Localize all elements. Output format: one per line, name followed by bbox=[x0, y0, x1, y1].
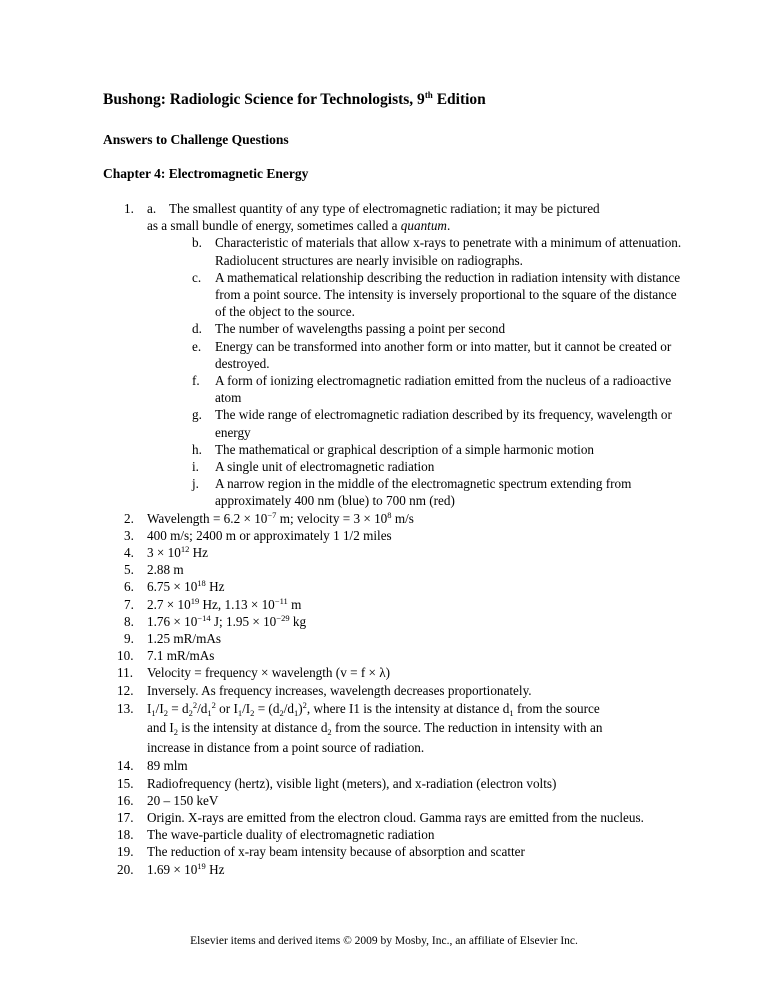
answer-2: 2. Wavelength = $6.2 \times 10^{-7}$ m; velocity = $3 \times 10^8$ m/s bbox=[124, 509, 414, 526]
answer-12: 12. Inversely. As frequency increases, wavelength decreases proportionately. bbox=[117, 682, 532, 698]
answer-1i: i. A single unit of electromagnetic radiation bbox=[192, 459, 435, 475]
answer-10: 10. 7.1 mR/mAs bbox=[117, 648, 215, 664]
answer-14: 14. 89 mlm bbox=[117, 758, 188, 774]
answer-9: 9. 1.25 mR/mAs bbox=[124, 631, 222, 647]
answer-11: 11. Velocity = frequency × wavelength (v = f × λ) bbox=[117, 665, 391, 681]
copyright-footer: Elsevier items and derived items © 2009 by Mosby, Inc., an affiliate of Elsevier Inc. bbox=[190, 935, 578, 947]
answer-1b: b. Characteristic of materials that allow x-rays to penetrate with a minimum of attenuation. Radiolucent structures are nearly invisible on radiographs. bbox=[192, 235, 682, 268]
answer-1g: g. The wide range of electromagnetic radiation described by its frequency, wavelength or energy bbox=[192, 407, 672, 440]
answer-17: 17. Origin. X-rays are emitted from the electron cloud. Gamma rays are emitted from the nucleus. bbox=[117, 810, 644, 825]
answer-7: 7. $2.7 \times 10^{19}$ Hz, $1.13 \times 10^{-11}$ m bbox=[124, 595, 302, 612]
answer-1f: f. A form of ionizing electromagnetic radiation emitted from the nucleus of a radioactive atom bbox=[192, 373, 672, 406]
answer-20: 20. $1.69 \times 10^{19}$ Hz bbox=[117, 860, 225, 877]
answer-18: 18. The wave-particle duality of electromagnetic radiation bbox=[117, 827, 435, 843]
document-title: Bushong: Radiologic Science for Technologists, 9th Edition bbox=[103, 90, 486, 108]
answer-1d: d. The number of wavelengths passing a point per second bbox=[192, 321, 506, 337]
answer-15: 15. Radiofrequency (hertz), visible light (meters), and x-radiation (electron volts) bbox=[117, 775, 557, 791]
answer-13: 13. $I_1/I_2 = d_2^2/d_1^2$ or $I_1/I_2 = (d_2/d_1)^2$, where I1 is the intensity at distance $d_1$ from the source and $I_2$ is the intensity at distance $d_2$ from the source. The reduction in intensity with an increase in distance from a point source of radiation. bbox=[117, 699, 603, 755]
answer-4: 4. $3 \times 10^{12}$ Hz bbox=[124, 544, 208, 561]
answer-1h: h. The mathematical or graphical description of a simple harmonic motion bbox=[192, 441, 595, 457]
answer-16: 16. 20 – 150 keV bbox=[117, 792, 219, 808]
answer-5: 5. 2.88 m bbox=[124, 562, 184, 578]
answer-list bbox=[103, 200, 683, 878]
answer-1j: j. A narrow region in the middle of the electromagnetic spectrum extending from approximately 400 nm (blue) to 700 nm (red) bbox=[192, 476, 632, 509]
section-subtitle: Answers to Challenge Questions bbox=[103, 132, 289, 147]
chapter-heading: Chapter 4: Electromagnetic Energy bbox=[103, 166, 309, 181]
answer-8: 8. $1.76 \times 10^{-14}$ J; $1.95 \times 10^{-29}$ kg bbox=[124, 612, 307, 629]
answer-1e: e. Energy can be transformed into another form or into matter, but it cannot be created or destroyed. bbox=[192, 338, 672, 371]
answer-3: 3. 400 m/s; 2400 m or approximately 1 1/2 miles bbox=[124, 527, 392, 543]
answer-6: 6. $6.75 \times 10^{18}$ Hz bbox=[124, 578, 225, 595]
answer-19: 19. The reduction of x-ray beam intensity because of absorption and scatter bbox=[117, 844, 525, 860]
answer-1c: c. A mathematical relationship describing the reduction in radiation intensity with distance from a point source. The intensity is inversely proportional to the square of the distance of the object to the source. bbox=[192, 269, 681, 320]
answer-1a: 1. a. The smallest quantity of any type of electromagnetic radiation; it may be pictured as a small bundle of energy, sometimes called a quantum. bbox=[124, 201, 600, 234]
